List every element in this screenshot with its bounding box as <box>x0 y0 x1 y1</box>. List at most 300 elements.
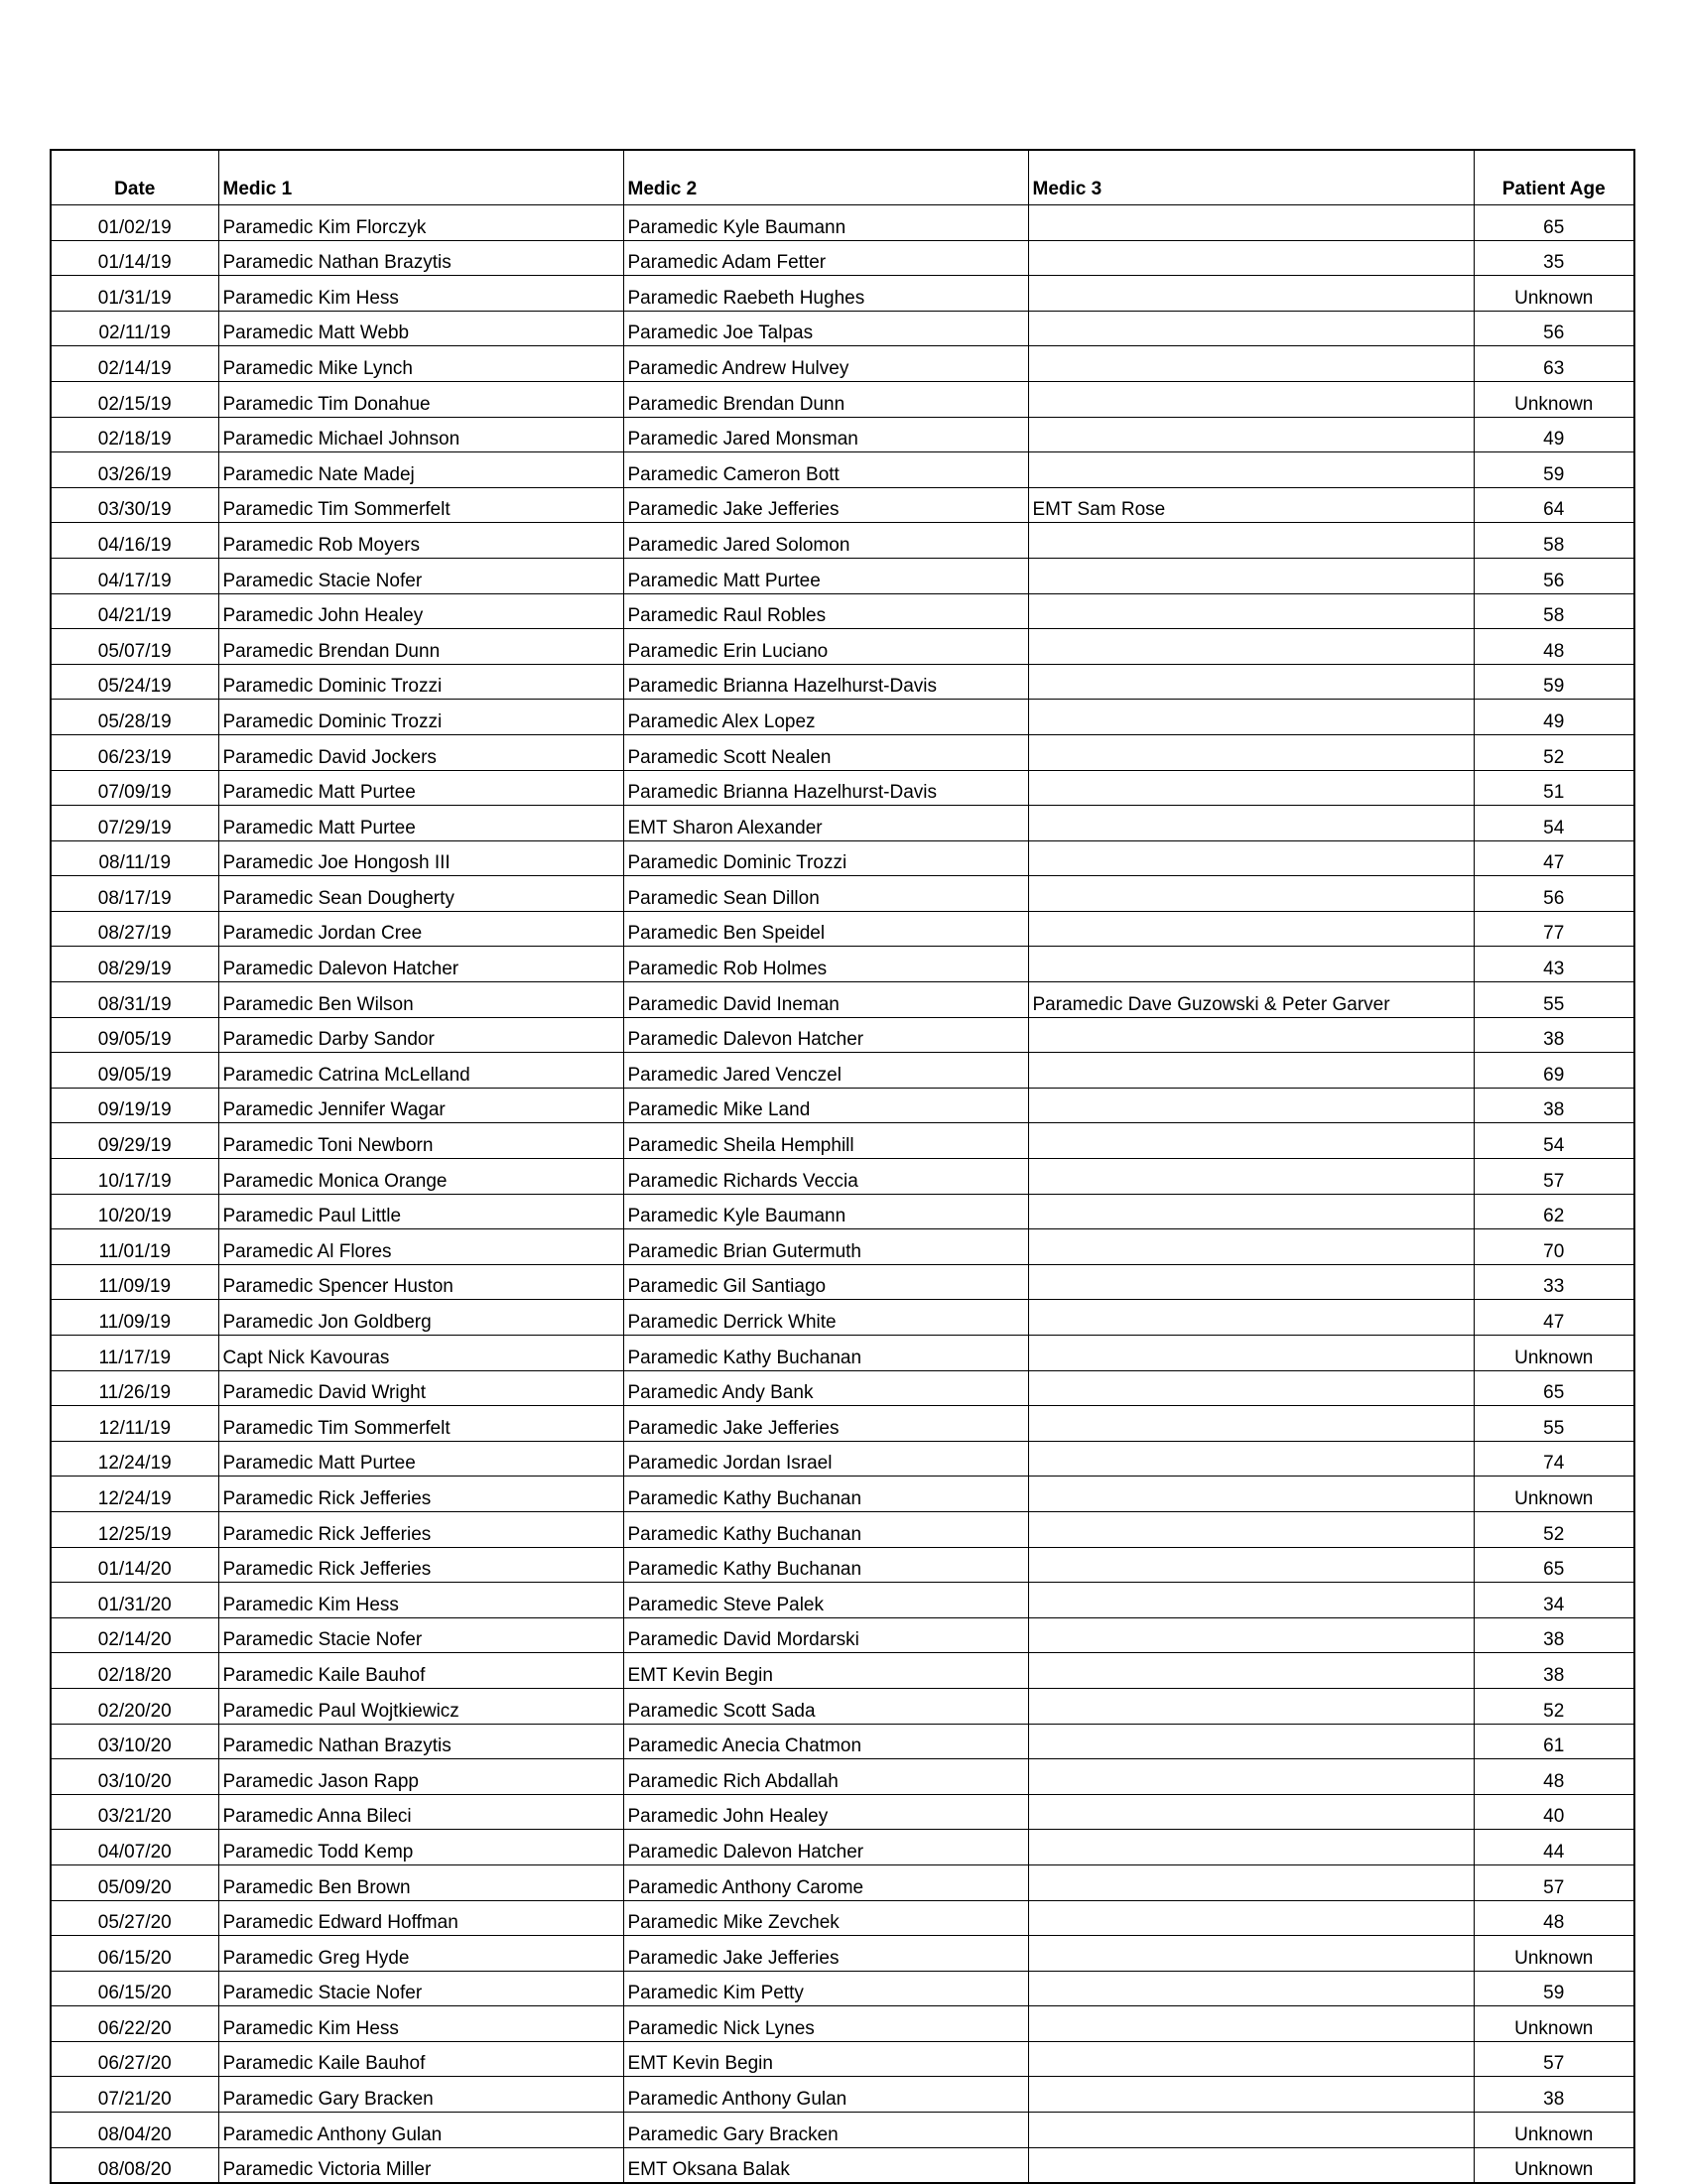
cell-medic-1: Paramedic Matt Purtee <box>218 1441 623 1477</box>
cell-medic-1: Paramedic Tim Donahue <box>218 381 623 417</box>
cell-patient-age: 54 <box>1474 806 1634 841</box>
cell-date: 08/29/19 <box>51 947 218 982</box>
cell-patient-age: 43 <box>1474 947 1634 982</box>
cell-medic-3 <box>1028 1088 1474 1123</box>
cell-medic-1: Paramedic Nathan Brazytis <box>218 240 623 276</box>
cell-patient-age: 77 <box>1474 911 1634 947</box>
cell-medic-2: Paramedic Jake Jefferies <box>623 1406 1028 1442</box>
table-row <box>51 2077 1634 2113</box>
table-body <box>51 205 1634 2184</box>
table-row <box>51 947 1634 982</box>
cell-medic-1: Paramedic Anthony Gulan <box>218 2113 623 2148</box>
table-row <box>51 593 1634 629</box>
cell-patient-age: 70 <box>1474 1229 1634 1265</box>
cell-date: 06/15/20 <box>51 1971 218 2006</box>
cell-medic-2: Paramedic David Ineman <box>623 982 1028 1018</box>
cell-date: 10/17/19 <box>51 1159 218 1195</box>
cell-medic-2: EMT Kevin Begin <box>623 1653 1028 1689</box>
header-date: Date <box>51 150 218 205</box>
cell-patient-age: 40 <box>1474 1794 1634 1830</box>
cell-date: 05/28/19 <box>51 700 218 735</box>
cell-patient-age: 56 <box>1474 876 1634 912</box>
cell-medic-3 <box>1028 1264 1474 1300</box>
cell-medic-3 <box>1028 1300 1474 1336</box>
cell-medic-2: Paramedic Jake Jefferies <box>623 1936 1028 1972</box>
table-row <box>51 876 1634 912</box>
cell-patient-age: 48 <box>1474 629 1634 665</box>
cell-medic-2: Paramedic Brianna Hazelhurst-Davis <box>623 664 1028 700</box>
cell-medic-3 <box>1028 734 1474 770</box>
cell-date: 02/20/20 <box>51 1688 218 1724</box>
cell-medic-3 <box>1028 629 1474 665</box>
cell-medic-1: Paramedic Victoria Miller <box>218 2147 623 2183</box>
cell-medic-3 <box>1028 311 1474 346</box>
cell-patient-age: 58 <box>1474 523 1634 559</box>
cell-medic-2: Paramedic Jared Monsman <box>623 417 1028 452</box>
cell-medic-3: EMT Sam Rose <box>1028 487 1474 523</box>
cell-medic-1: Paramedic Catrina McLelland <box>218 1053 623 1089</box>
cell-medic-2: Paramedic Kathy Buchanan <box>623 1547 1028 1583</box>
table-row <box>51 240 1634 276</box>
header-medic-2: Medic 2 <box>623 150 1028 205</box>
cell-date: 11/09/19 <box>51 1264 218 1300</box>
cell-medic-3 <box>1028 205 1474 241</box>
cell-medic-3 <box>1028 1864 1474 1900</box>
cell-patient-age: 56 <box>1474 558 1634 593</box>
cell-medic-3 <box>1028 276 1474 312</box>
table-row <box>51 1583 1634 1618</box>
cell-medic-3 <box>1028 240 1474 276</box>
cell-date: 12/24/19 <box>51 1441 218 1477</box>
table-row <box>51 1900 1634 1936</box>
table-row <box>51 1936 1634 1972</box>
cell-patient-age: 49 <box>1474 417 1634 452</box>
cell-date: 03/10/20 <box>51 1724 218 1759</box>
cell-patient-age: 33 <box>1474 1264 1634 1300</box>
cell-date: 11/09/19 <box>51 1300 218 1336</box>
table-row <box>51 1441 1634 1477</box>
cell-medic-2: Paramedic Kathy Buchanan <box>623 1511 1028 1547</box>
cell-patient-age: 59 <box>1474 452 1634 488</box>
cell-medic-3 <box>1028 1441 1474 1477</box>
cell-patient-age: 58 <box>1474 593 1634 629</box>
cell-medic-3 <box>1028 593 1474 629</box>
cell-medic-3 <box>1028 381 1474 417</box>
cell-medic-2: Paramedic Anecia Chatmon <box>623 1724 1028 1759</box>
cell-medic-1: Paramedic Matt Webb <box>218 311 623 346</box>
cell-medic-1: Paramedic Jennifer Wagar <box>218 1088 623 1123</box>
cell-patient-age: 38 <box>1474 2077 1634 2113</box>
cell-medic-1: Paramedic Toni Newborn <box>218 1123 623 1159</box>
cell-patient-age: 38 <box>1474 1088 1634 1123</box>
cell-medic-2: Paramedic John Healey <box>623 1794 1028 1830</box>
cell-patient-age: Unknown <box>1474 1477 1634 1512</box>
cell-date: 02/15/19 <box>51 381 218 417</box>
cell-patient-age: 61 <box>1474 1724 1634 1759</box>
cell-medic-3 <box>1028 2006 1474 2042</box>
cell-medic-2: Paramedic Scott Sada <box>623 1688 1028 1724</box>
table-row <box>51 417 1634 452</box>
cell-medic-2: Paramedic Dalevon Hatcher <box>623 1830 1028 1865</box>
cell-date: 01/31/20 <box>51 1583 218 1618</box>
cell-date: 11/17/19 <box>51 1336 218 1371</box>
cell-patient-age: 59 <box>1474 1971 1634 2006</box>
cell-date: 12/24/19 <box>51 1477 218 1512</box>
cell-patient-age: 62 <box>1474 1194 1634 1229</box>
cell-medic-1: Paramedic Edward Hoffman <box>218 1900 623 1936</box>
cell-medic-1: Paramedic Mike Lynch <box>218 346 623 382</box>
cell-patient-age: 57 <box>1474 1159 1634 1195</box>
cell-date: 02/18/19 <box>51 417 218 452</box>
cell-medic-2: Paramedic Scott Nealen <box>623 734 1028 770</box>
cell-medic-3 <box>1028 1547 1474 1583</box>
cell-patient-age: 64 <box>1474 487 1634 523</box>
cell-medic-1: Paramedic Rick Jefferies <box>218 1511 623 1547</box>
cell-date: 05/07/19 <box>51 629 218 665</box>
cell-medic-3 <box>1028 876 1474 912</box>
cell-date: 12/25/19 <box>51 1511 218 1547</box>
table-row <box>51 558 1634 593</box>
cell-medic-2: Paramedic Raul Robles <box>623 593 1028 629</box>
header-medic-1: Medic 1 <box>218 150 623 205</box>
cell-medic-1: Paramedic Tim Sommerfelt <box>218 1406 623 1442</box>
cell-medic-1: Paramedic Spencer Huston <box>218 1264 623 1300</box>
cell-medic-3 <box>1028 806 1474 841</box>
cell-medic-2: Paramedic Alex Lopez <box>623 700 1028 735</box>
cell-date: 09/05/19 <box>51 1017 218 1053</box>
cell-date: 08/27/19 <box>51 911 218 947</box>
cell-date: 08/31/19 <box>51 982 218 1018</box>
header-medic-3: Medic 3 <box>1028 150 1474 205</box>
cell-medic-3 <box>1028 770 1474 806</box>
cell-medic-2: Paramedic Jared Solomon <box>623 523 1028 559</box>
cell-medic-3 <box>1028 1830 1474 1865</box>
cell-medic-2: Paramedic Nick Lynes <box>623 2006 1028 2042</box>
cell-patient-age: 38 <box>1474 1653 1634 1689</box>
cell-medic-2: Paramedic Richards Veccia <box>623 1159 1028 1195</box>
cell-patient-age: 51 <box>1474 770 1634 806</box>
cell-patient-age: 69 <box>1474 1053 1634 1089</box>
cell-date: 12/11/19 <box>51 1406 218 1442</box>
cell-medic-1: Paramedic Dalevon Hatcher <box>218 947 623 982</box>
cell-date: 11/01/19 <box>51 1229 218 1265</box>
cell-patient-age: 65 <box>1474 1370 1634 1406</box>
cell-medic-3 <box>1028 1583 1474 1618</box>
table-row <box>51 1477 1634 1512</box>
cell-medic-1: Paramedic Jason Rapp <box>218 1759 623 1795</box>
cell-patient-age: Unknown <box>1474 1336 1634 1371</box>
table-row <box>51 1229 1634 1265</box>
table-row <box>51 1830 1634 1865</box>
cell-medic-1: Paramedic Kim Florczyk <box>218 205 623 241</box>
cell-patient-age: 56 <box>1474 311 1634 346</box>
cell-medic-2: Paramedic Kyle Baumann <box>623 1194 1028 1229</box>
cell-patient-age: 34 <box>1474 1583 1634 1618</box>
cell-medic-1: Paramedic Kaile Bauhof <box>218 2041 623 2077</box>
cell-date: 06/27/20 <box>51 2041 218 2077</box>
cell-medic-2: EMT Oksana Balak <box>623 2147 1028 2183</box>
cell-medic-2: Paramedic Rich Abdallah <box>623 1759 1028 1795</box>
cell-date: 02/18/20 <box>51 1653 218 1689</box>
cell-medic-1: Paramedic David Jockers <box>218 734 623 770</box>
cell-patient-age: 74 <box>1474 1441 1634 1477</box>
cell-date: 09/05/19 <box>51 1053 218 1089</box>
table-row <box>51 1300 1634 1336</box>
cell-medic-3 <box>1028 1053 1474 1089</box>
cell-medic-3 <box>1028 1477 1474 1512</box>
cell-patient-age: 65 <box>1474 1547 1634 1583</box>
table-row <box>51 523 1634 559</box>
cell-medic-3: Paramedic Dave Guzowski & Peter Garver <box>1028 982 1474 1018</box>
cell-medic-1: Paramedic Kim Hess <box>218 1583 623 1618</box>
table-row <box>51 629 1634 665</box>
cell-date: 08/04/20 <box>51 2113 218 2148</box>
cell-medic-3 <box>1028 911 1474 947</box>
cell-patient-age: 47 <box>1474 840 1634 876</box>
cell-medic-1: Paramedic Monica Orange <box>218 1159 623 1195</box>
table-row <box>51 664 1634 700</box>
table-row <box>51 840 1634 876</box>
cell-date: 07/21/20 <box>51 2077 218 2113</box>
cell-medic-1: Paramedic Paul Wojtkiewicz <box>218 1688 623 1724</box>
cell-medic-1: Paramedic Paul Little <box>218 1194 623 1229</box>
cell-patient-age: 48 <box>1474 1759 1634 1795</box>
cell-date: 02/14/20 <box>51 1617 218 1653</box>
cell-medic-3 <box>1028 664 1474 700</box>
cell-date: 05/24/19 <box>51 664 218 700</box>
cell-date: 06/22/20 <box>51 2006 218 2042</box>
cell-patient-age: 59 <box>1474 664 1634 700</box>
cell-date: 01/14/19 <box>51 240 218 276</box>
cell-medic-1: Paramedic Rick Jefferies <box>218 1477 623 1512</box>
cell-medic-3 <box>1028 1336 1474 1371</box>
cell-medic-3 <box>1028 1900 1474 1936</box>
header-patient-age: Patient Age <box>1474 150 1634 205</box>
table-row <box>51 2006 1634 2042</box>
cell-date: 09/19/19 <box>51 1088 218 1123</box>
cell-date: 06/15/20 <box>51 1936 218 1972</box>
cell-patient-age: 35 <box>1474 240 1634 276</box>
cell-date: 06/23/19 <box>51 734 218 770</box>
cell-patient-age: Unknown <box>1474 276 1634 312</box>
cell-medic-2: Paramedic Brianna Hazelhurst-Davis <box>623 770 1028 806</box>
table-row <box>51 381 1634 417</box>
cell-medic-3 <box>1028 840 1474 876</box>
table-row <box>51 1724 1634 1759</box>
cell-patient-age: 52 <box>1474 1688 1634 1724</box>
cell-medic-2: EMT Kevin Begin <box>623 2041 1028 2077</box>
cell-medic-1: Paramedic Matt Purtee <box>218 806 623 841</box>
cell-date: 04/17/19 <box>51 558 218 593</box>
cell-date: 01/02/19 <box>51 205 218 241</box>
cell-date: 04/07/20 <box>51 1830 218 1865</box>
table-row <box>51 1759 1634 1795</box>
cell-medic-2: Paramedic Kyle Baumann <box>623 205 1028 241</box>
cell-patient-age: 57 <box>1474 1864 1634 1900</box>
table-header <box>51 150 1634 205</box>
cell-medic-3 <box>1028 1017 1474 1053</box>
cell-medic-2: Paramedic Dalevon Hatcher <box>623 1017 1028 1053</box>
cell-date: 07/09/19 <box>51 770 218 806</box>
cell-date: 04/16/19 <box>51 523 218 559</box>
cell-date: 04/21/19 <box>51 593 218 629</box>
cell-medic-3 <box>1028 1759 1474 1795</box>
cell-date: 05/09/20 <box>51 1864 218 1900</box>
cell-medic-2: Paramedic Anthony Carome <box>623 1864 1028 1900</box>
cell-medic-1: Paramedic Matt Purtee <box>218 770 623 806</box>
cell-medic-2: EMT Sharon Alexander <box>623 806 1028 841</box>
cell-medic-2: Paramedic Steve Palek <box>623 1583 1028 1618</box>
cell-medic-2: Paramedic Mike Zevchek <box>623 1900 1028 1936</box>
table-row <box>51 770 1634 806</box>
cell-patient-age: 55 <box>1474 982 1634 1018</box>
cell-medic-2: Paramedic Sean Dillon <box>623 876 1028 912</box>
cell-medic-2: Paramedic Erin Luciano <box>623 629 1028 665</box>
cell-patient-age: 38 <box>1474 1617 1634 1653</box>
cell-date: 02/11/19 <box>51 311 218 346</box>
cell-medic-2: Paramedic Brendan Dunn <box>623 381 1028 417</box>
cell-date: 07/29/19 <box>51 806 218 841</box>
table-row <box>51 1794 1634 1830</box>
table-row <box>51 2147 1634 2183</box>
cell-medic-2: Paramedic Brian Gutermuth <box>623 1229 1028 1265</box>
cell-medic-3 <box>1028 1406 1474 1442</box>
table-row <box>51 1370 1634 1406</box>
cell-medic-1: Paramedic Jordan Cree <box>218 911 623 947</box>
cell-medic-2: Paramedic Kim Petty <box>623 1971 1028 2006</box>
table-row <box>51 452 1634 488</box>
table-row <box>51 1159 1634 1195</box>
cell-medic-3 <box>1028 1159 1474 1195</box>
table-row <box>51 1971 1634 2006</box>
cell-medic-3 <box>1028 558 1474 593</box>
cell-patient-age: Unknown <box>1474 1936 1634 1972</box>
cell-medic-2: Paramedic Kathy Buchanan <box>623 1336 1028 1371</box>
table-row <box>51 276 1634 312</box>
table-row <box>51 311 1634 346</box>
cell-medic-3 <box>1028 2077 1474 2113</box>
cell-patient-age: 57 <box>1474 2041 1634 2077</box>
cell-date: 10/20/19 <box>51 1194 218 1229</box>
cell-date: 03/21/20 <box>51 1794 218 1830</box>
table-row <box>51 911 1634 947</box>
cell-medic-1: Paramedic Brendan Dunn <box>218 629 623 665</box>
cell-date: 08/11/19 <box>51 840 218 876</box>
cell-patient-age: 63 <box>1474 346 1634 382</box>
cell-medic-1: Paramedic Rick Jefferies <box>218 1547 623 1583</box>
cell-patient-age: 44 <box>1474 1830 1634 1865</box>
cell-medic-2: Paramedic Dominic Trozzi <box>623 840 1028 876</box>
cell-medic-2: Paramedic Mike Land <box>623 1088 1028 1123</box>
table-row <box>51 734 1634 770</box>
table-row <box>51 205 1634 241</box>
cell-patient-age: 54 <box>1474 1123 1634 1159</box>
cell-medic-1: Paramedic Greg Hyde <box>218 1936 623 1972</box>
cell-medic-1: Paramedic Stacie Nofer <box>218 1971 623 2006</box>
cell-medic-1: Paramedic Dominic Trozzi <box>218 700 623 735</box>
cell-patient-age: Unknown <box>1474 381 1634 417</box>
table-row <box>51 1336 1634 1371</box>
cell-medic-2: Paramedic Gil Santiago <box>623 1264 1028 1300</box>
cell-medic-2: Paramedic David Mordarski <box>623 1617 1028 1653</box>
table-row <box>51 487 1634 523</box>
table-row <box>51 1123 1634 1159</box>
cell-medic-3 <box>1028 2147 1474 2183</box>
cell-medic-3 <box>1028 1511 1474 1547</box>
cell-medic-2: Paramedic Andrew Hulvey <box>623 346 1028 382</box>
cell-medic-1: Paramedic Ben Wilson <box>218 982 623 1018</box>
cell-medic-3 <box>1028 1653 1474 1689</box>
cell-date: 08/08/20 <box>51 2147 218 2183</box>
cell-medic-1: Paramedic Dominic Trozzi <box>218 664 623 700</box>
cell-medic-2: Paramedic Cameron Bott <box>623 452 1028 488</box>
table-row <box>51 1617 1634 1653</box>
cell-medic-1: Paramedic Al Flores <box>218 1229 623 1265</box>
cell-date: 03/10/20 <box>51 1759 218 1795</box>
cell-medic-3 <box>1028 346 1474 382</box>
cell-medic-1: Paramedic Stacie Nofer <box>218 1617 623 1653</box>
cell-medic-3 <box>1028 1794 1474 1830</box>
cell-date: 02/14/19 <box>51 346 218 382</box>
cell-medic-3 <box>1028 523 1474 559</box>
table-row <box>51 1406 1634 1442</box>
cell-medic-1: Paramedic Darby Sandor <box>218 1017 623 1053</box>
cell-medic-3 <box>1028 2041 1474 2077</box>
cell-medic-2: Paramedic Matt Purtee <box>623 558 1028 593</box>
cell-patient-age: 48 <box>1474 1900 1634 1936</box>
cell-medic-2: Paramedic Rob Holmes <box>623 947 1028 982</box>
cell-patient-age: 47 <box>1474 1300 1634 1336</box>
table-row <box>51 1864 1634 1900</box>
table-row <box>51 2041 1634 2077</box>
cell-medic-1: Paramedic Jon Goldberg <box>218 1300 623 1336</box>
cell-date: 11/26/19 <box>51 1370 218 1406</box>
cell-patient-age: 52 <box>1474 1511 1634 1547</box>
cell-medic-1: Paramedic Sean Dougherty <box>218 876 623 912</box>
cell-patient-age: 55 <box>1474 1406 1634 1442</box>
cell-medic-1: Paramedic Gary Bracken <box>218 2077 623 2113</box>
cell-medic-1: Paramedic David Wright <box>218 1370 623 1406</box>
cell-medic-3 <box>1028 947 1474 982</box>
cell-medic-1: Paramedic Stacie Nofer <box>218 558 623 593</box>
table-row <box>51 1053 1634 1089</box>
cell-medic-2: Paramedic Ben Speidel <box>623 911 1028 947</box>
cell-medic-1: Paramedic Todd Kemp <box>218 1830 623 1865</box>
cell-date: 03/30/19 <box>51 487 218 523</box>
cell-medic-3 <box>1028 417 1474 452</box>
cell-date: 01/14/20 <box>51 1547 218 1583</box>
cell-patient-age: 38 <box>1474 1017 1634 1053</box>
cell-medic-1: Paramedic Nathan Brazytis <box>218 1724 623 1759</box>
cell-medic-3 <box>1028 2113 1474 2148</box>
cell-patient-age: Unknown <box>1474 2006 1634 2042</box>
cell-medic-1: Paramedic Rob Moyers <box>218 523 623 559</box>
cell-medic-3 <box>1028 1123 1474 1159</box>
cell-medic-3 <box>1028 1370 1474 1406</box>
cell-medic-3 <box>1028 1971 1474 2006</box>
cell-medic-2: Paramedic Jordan Israel <box>623 1441 1028 1477</box>
table-row <box>51 1194 1634 1229</box>
cell-date: 05/27/20 <box>51 1900 218 1936</box>
table-row <box>51 982 1634 1018</box>
table-row <box>51 2113 1634 2148</box>
cell-medic-2: Paramedic Sheila Hemphill <box>623 1123 1028 1159</box>
cell-patient-age: Unknown <box>1474 2147 1634 2183</box>
cell-medic-1: Capt Nick Kavouras <box>218 1336 623 1371</box>
cell-medic-3 <box>1028 452 1474 488</box>
table-row <box>51 806 1634 841</box>
table-row <box>51 1688 1634 1724</box>
